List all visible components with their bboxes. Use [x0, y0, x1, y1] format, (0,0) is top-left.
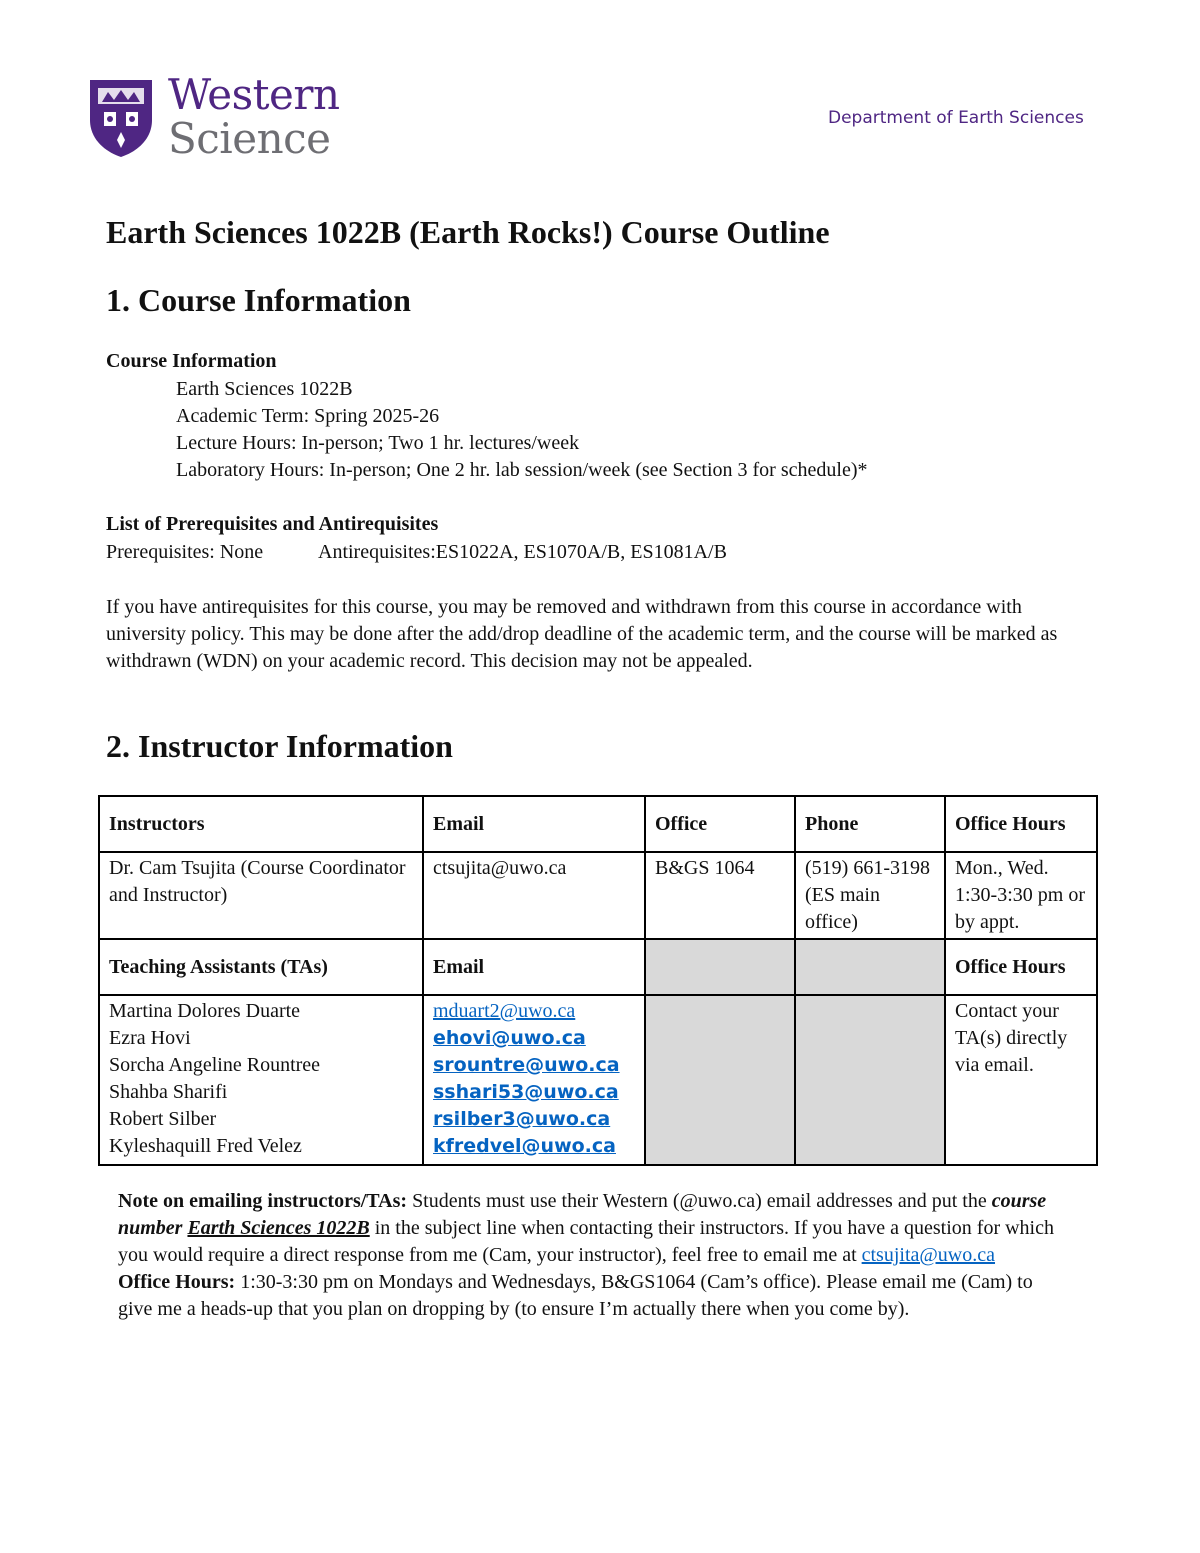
- page-title: Earth Sciences 1022B (Earth Rocks!) Course Outline: [106, 214, 830, 250]
- department-name: Department of Earth Sciences: [828, 108, 1084, 128]
- ta-name: Martina Dolores Duarte: [109, 1000, 301, 1022]
- ta-email-link[interactable]: sshari53@uwo.ca: [433, 1081, 619, 1103]
- instructor-office-hours: Mon., Wed. 1:30-3:30 pm or by appt.: [945, 852, 1097, 939]
- header-teaching-assistants: Teaching Assistants (TAs): [99, 939, 423, 995]
- prereq-heading: List of Prerequisites and Antirequisites: [106, 513, 439, 535]
- western-shield-icon: [88, 76, 154, 158]
- header-office-hours: Office Hours: [945, 796, 1097, 852]
- ta-name: Sorcha Angeline Rountree: [109, 1054, 321, 1076]
- office-hours-label: Office Hours:: [118, 1271, 236, 1293]
- ta-office-hours: Contact your TA(s) directly via email.: [945, 995, 1097, 1165]
- lab-hours-line: Laboratory Hours: In-person; One 2 hr. lab session/week (see Section 3 for schedule)*: [176, 459, 868, 481]
- academic-term-line: Academic Term: Spring 2025-26: [176, 405, 440, 427]
- instructor-header-row: [99, 796, 1097, 852]
- ta-email-link[interactable]: rsilber3@uwo.ca: [433, 1108, 611, 1130]
- header-instructors: Instructors: [99, 796, 423, 852]
- instructor-email: ctsujita@uwo.ca: [423, 852, 645, 939]
- instructor-phone: (519) 661-3198 (ES main office): [795, 852, 945, 939]
- logo-wordmark-western: Western: [168, 70, 340, 119]
- header-phone: Phone: [795, 796, 945, 852]
- header-ta-office-hours: Office Hours: [945, 939, 1097, 995]
- course-code-line: Earth Sciences 1022B: [176, 378, 353, 400]
- course-information-subheading: Course Information: [106, 350, 277, 372]
- ta-email-link[interactable]: ehovi@uwo.ca: [433, 1027, 586, 1049]
- ta-emails-cell: [423, 995, 645, 1165]
- course-number: Earth Sciences 1022B: [187, 1217, 370, 1239]
- ta-name: Kyleshaquill Fred Velez: [109, 1135, 302, 1157]
- email-note: [118, 1188, 1058, 1323]
- header-ta-email: Email: [423, 939, 645, 995]
- instructor-table: [98, 795, 1098, 1166]
- lecture-hours-line: Lecture Hours: In-person; Two 1 hr. lectures/week: [176, 432, 580, 454]
- instructor-email-link[interactable]: ctsujita@uwo.ca: [861, 1244, 996, 1266]
- empty-gray-cell: [645, 995, 795, 1165]
- ta-name: Ezra Hovi: [109, 1027, 191, 1049]
- header-email: Email: [423, 796, 645, 852]
- prerequisites-text: Prerequisites: None: [106, 541, 264, 563]
- note-text-1: Students must use their Western (@uwo.ca) email addresses and put the: [407, 1190, 992, 1212]
- note-text-2: in the subject line when contacting their instructors. If you have a question for which you would require a direct response from me (Cam, your instructor), feel free to email me at: [118, 1217, 1054, 1266]
- office-hours-text: 1:30-3:30 pm on Mondays and Wednesdays, B&GS1064 (Cam’s office). Please email me (Cam) to give me a heads-up that you plan on dropping by (to ensure I’m actually there when you come by).: [118, 1271, 1033, 1320]
- empty-gray-cell: [795, 995, 945, 1165]
- instructor-office: B&GS 1064: [645, 852, 795, 939]
- ta-row: [99, 995, 1097, 1165]
- empty-gray-cell: [795, 939, 945, 995]
- instructor-row: [99, 852, 1097, 939]
- note-label: Note on emailing instructors/TAs:: [118, 1190, 408, 1212]
- antirequisite-policy-paragraph: If you have antirequisites for this course, you may be removed and withdrawn from this course in accordance with university policy. This may be done after the add/drop deadline of the academic term, and the course will be marked as withdrawn (WDN) on your academic record. This decision may not be appealed.: [106, 596, 1058, 672]
- logo-wordmark-science: Science: [168, 114, 331, 163]
- course-number-label: course number: [118, 1190, 1047, 1239]
- western-science-logo: [88, 70, 340, 166]
- ta-email-link[interactable]: srountre@uwo.ca: [433, 1054, 620, 1076]
- empty-gray-cell: [645, 939, 795, 995]
- antirequisites-text: Antirequisites:ES1022A, ES1070A/B, ES1081A/B: [318, 541, 727, 563]
- header-office: Office: [645, 796, 795, 852]
- ta-email-link[interactable]: mduart2@uwo.ca: [433, 1000, 576, 1022]
- ta-name: Shahba Sharifi: [109, 1081, 228, 1103]
- ta-email-link[interactable]: kfredvel@uwo.ca: [433, 1135, 616, 1157]
- ta-header-row: [99, 939, 1097, 995]
- section-2-heading: 2. Instructor Information: [106, 728, 453, 764]
- instructor-name: Dr. Cam Tsujita (Course Coordinator and Instructor): [99, 852, 423, 939]
- ta-name: Robert Silber: [109, 1108, 217, 1130]
- section-1-heading: 1. Course Information: [106, 282, 411, 318]
- ta-names-cell: [99, 995, 423, 1165]
